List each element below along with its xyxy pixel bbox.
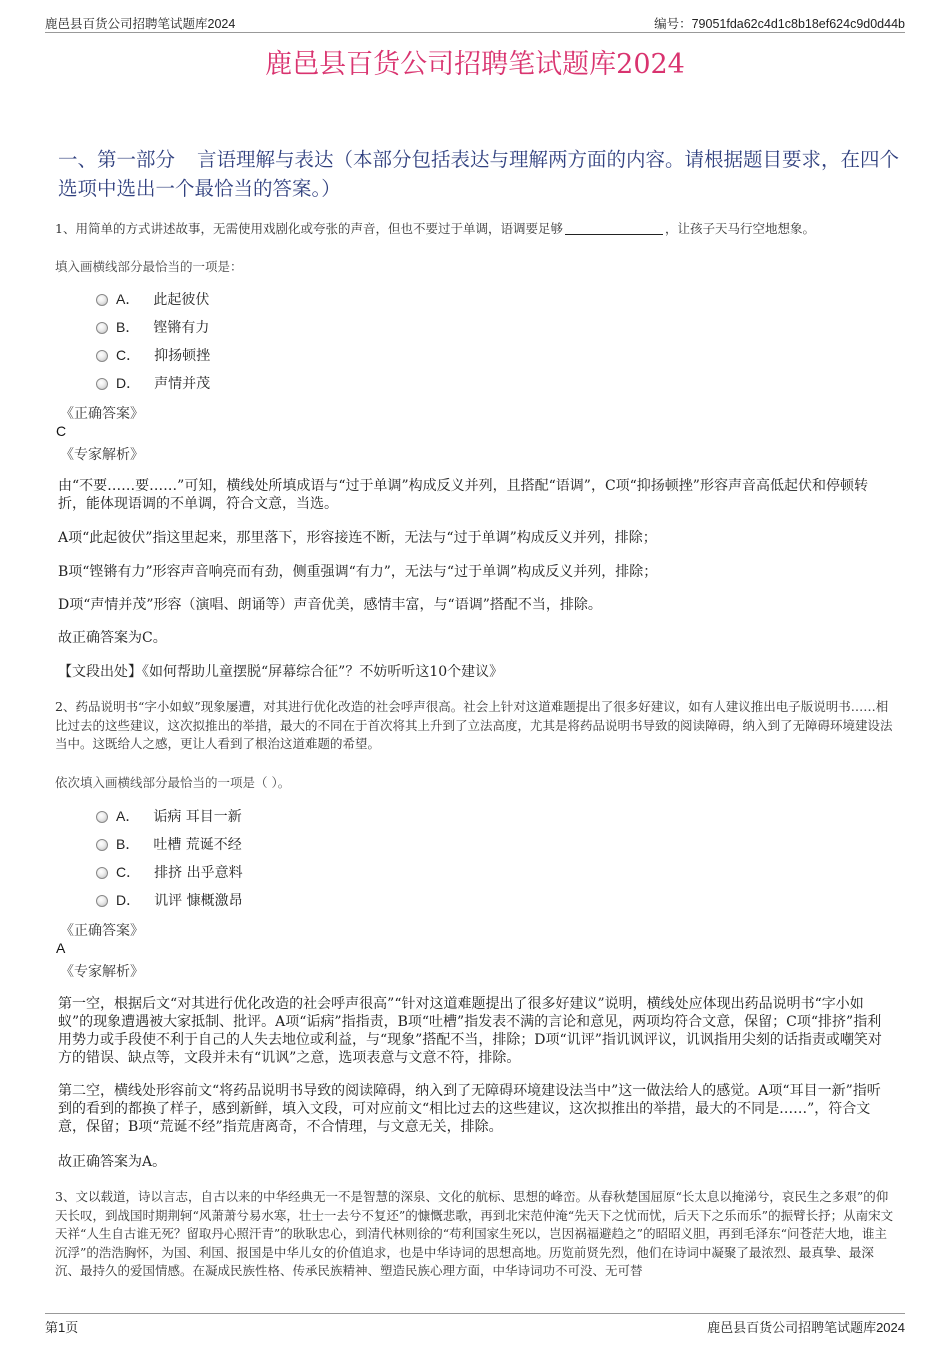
q1-analysis-p3: B项“铿锵有力”形容声音响亮而有劲，侧重强调“有力”，无法与“过于单调”构成反义并列，排除； bbox=[58, 564, 658, 580]
q1-answer-label: 《正确答案》 bbox=[60, 406, 144, 422]
q1-stem-part-a: 1、用简单的方式讲述故事，无需使用戏剧化或夸张的声音，但也不要过于单调，语调要足够 bbox=[55, 221, 563, 236]
question-2-stem: 2、药品说明书“字小如蚁”现象屡遭，对其进行优化改造的社会呼声很高。社会上针对这道难题提出了很多好建议，如有人建议推出电子版说明书……相比过去的这些建议，这次拟推出的举措，最大的不同在于首次将其上升到了立法高度，尤其是将药品说明书导致的阅读障碍，纳入到了无障碍环境建设法当中。这既给人之感，更让人看到了根治这道难题的希望。 bbox=[55, 699, 893, 751]
radio-icon[interactable] bbox=[96, 867, 108, 879]
q1-analysis-p1: 由“不要……要……”可知，横线处所填成语与“过于单调”构成反义并列，且搭配“语调”，C项“抑扬顿挫”形容声音高低起伏和停顿转折，能体现语调的不单调，符合文意，当选。 bbox=[58, 478, 868, 512]
footer-title: 鹿邑县百货公司招聘笔试题库2024 bbox=[707, 1320, 905, 1335]
q2-answer-label: 《正确答案》 bbox=[60, 923, 144, 939]
q2-instruction: 依次填入画横线部分最恰当的一项是（ ）。 bbox=[55, 775, 291, 790]
q2-answer: A bbox=[56, 940, 66, 956]
q2-option-d[interactable]: D． 讥评 慷概激昂 bbox=[96, 890, 243, 910]
header-doc-id: 编号：79051fda62c4d1c8b18ef624c9d0d44b bbox=[654, 17, 905, 31]
q2-option-b[interactable]: B． 吐槽 荒诞不经 bbox=[96, 834, 242, 854]
q2-option-a[interactable]: A． 诟病 耳目一新 bbox=[96, 806, 242, 826]
question-1-stem bbox=[55, 220, 897, 239]
section-desc: 言语理解与表达（本部分包括表达与理解两方面的内容。请根据题目要求，在四个选项中选出一个最恰当的答案。） bbox=[58, 148, 900, 200]
q1-option-d[interactable]: D． 声情并茂 bbox=[96, 373, 210, 393]
section-name: 一、第一部分 bbox=[58, 148, 176, 171]
page-header bbox=[45, 14, 905, 33]
q2-analysis-p1: 第一空，根据后文“对其进行优化改造的社会呼声很高”“针对这道难题提出了很多好建议”说明，横线处应体现出药品说明书“字小如蚁”的现象遭遇被大家抵制、批评。A项“诟病”指指责，B项“吐槽”指发表不满的言论和意见，两项均符合文意，保留；C项“排挤”指利用势力或手段使不利于自己的人失去地位或利益，与“现象”搭配不当，排除；D项“讥评”指讥讽评议，讥讽指用尖刻的话指责或嘲笑对方的错误、缺点等，文段并未有“讥讽”之意，选项表意与文意不符，排除。 bbox=[58, 996, 882, 1066]
q2-option-c[interactable]: C． 排挤 出乎意料 bbox=[96, 862, 243, 882]
radio-icon[interactable] bbox=[96, 294, 108, 306]
fill-blank bbox=[565, 222, 663, 235]
q1-source: 【文段出处】《如何帮助儿童摆脱“屏幕综合征”？不妨听听这10个建议》 bbox=[58, 664, 504, 680]
q1-analysis-p2: A项“此起彼伏”指这里起来，那里落下，形容接连不断，无法与“过于单调”构成反义并列，排除； bbox=[58, 530, 657, 546]
q1-answer: C bbox=[56, 423, 67, 439]
q2-analysis-label: 《专家解析》 bbox=[60, 964, 144, 980]
radio-icon[interactable] bbox=[96, 350, 108, 362]
q1-stem-part-b: ，让孩子天马行空地想象。 bbox=[664, 221, 815, 236]
q1-analysis-p4: D项“声情并茂”形容（演唱、朗诵等）声音优美，感情丰富，与“语调”搭配不当，排除。 bbox=[58, 597, 602, 613]
radio-icon[interactable] bbox=[96, 895, 108, 907]
q1-option-b[interactable]: B． 铿锵有力 bbox=[96, 317, 209, 337]
page-number: 第1页 bbox=[45, 1320, 79, 1335]
q1-analysis-label: 《专家解析》 bbox=[60, 447, 144, 463]
q1-instruction: 填入画横线部分最恰当的一项是： bbox=[55, 259, 243, 274]
radio-icon[interactable] bbox=[96, 839, 108, 851]
radio-icon[interactable] bbox=[96, 811, 108, 823]
q1-option-c[interactable]: C． 抑扬顿挫 bbox=[96, 345, 210, 365]
header-title: 鹿邑县百货公司招聘笔试题库2024 bbox=[45, 17, 236, 31]
q2-analysis-p2: 第二空，横线处形容前文“将药品说明书导致的阅读障碍，纳入到了无障碍环境建设法当中”这一做法给人的感觉。A项“耳目一新”指听到的看到的都换了样子，感到新鲜，填入文段，可对应前文“相比过去的这些建议，这次拟推出的举措，最大的不同是……”，符合文意，保留；B项“荒诞不经”指荒唐离奇，不合情理，与文意无关，排除。 bbox=[58, 1083, 881, 1135]
q1-option-a[interactable]: A． 此起彼伏 bbox=[96, 289, 209, 309]
page-footer bbox=[45, 1313, 905, 1336]
section-heading bbox=[58, 145, 908, 203]
radio-icon[interactable] bbox=[96, 378, 108, 390]
q1-analysis-p5: 故正确答案为C。 bbox=[58, 630, 167, 646]
q2-analysis-p3: 故正确答案为A。 bbox=[58, 1154, 167, 1170]
radio-icon[interactable] bbox=[96, 322, 108, 334]
question-3-stem: 3、文以载道，诗以言志，自古以来的中华经典无一不是智慧的深泉、文化的航标、思想的峰峦。从春秋楚国屈原“长太息以掩涕兮，哀民生之多艰”的仰天长叹，到战国时期荆轲“风萧萧兮易水寒，壮士一去兮不复还”的慷慨悲歌，再到北宋范仲淹“先天下之忧而忧，后天下之乐而乐”的振臂长抒；从南宋文天祥“人生自古谁无死？留取丹心照汗青”的耿耿忠心，到清代林则徐的“苟利国家生死以，岂因祸福避趋之”的昭昭义胆，再到毛泽东“问苍茫大地，谁主沉浮”的浩浩胸怀，为国、利国、报国是中华儿女的价值追求，也是中华诗词的思想高地。历览前贤先烈，他们在诗词中凝聚了最浓烈、最真挚、最深沉、最持久的爱国情感。在凝成民族性格、传承民族精神、塑造民族心理方面，中华诗词功不可没、无可替 bbox=[55, 1189, 894, 1278]
page-title: 鹿邑县百货公司招聘笔试题库2024 bbox=[265, 49, 685, 80]
